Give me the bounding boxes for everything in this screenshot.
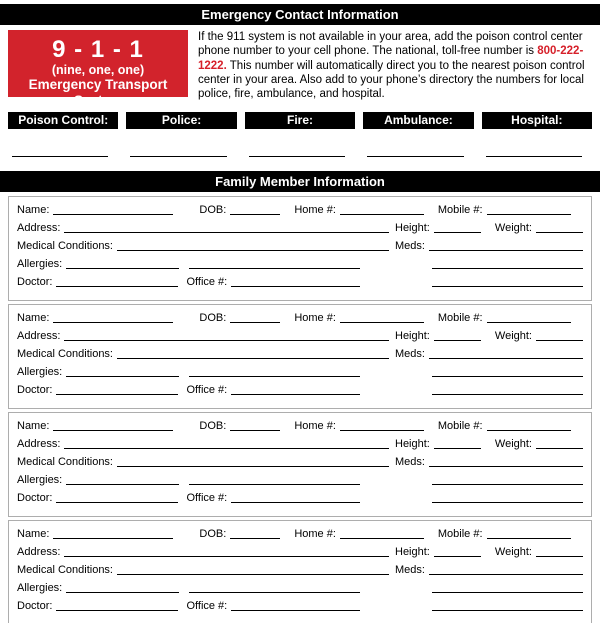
home-phone-line bbox=[340, 430, 424, 431]
medical-conditions-label: Medical Conditions: bbox=[17, 348, 113, 361]
office-phone-line bbox=[231, 286, 360, 287]
allergies-continuation-line bbox=[189, 592, 360, 593]
contact-label-poison-control: Poison Control: bbox=[8, 112, 118, 129]
address-label: Address: bbox=[17, 222, 61, 235]
doctor-line bbox=[56, 394, 178, 395]
height-label: Height: bbox=[395, 330, 430, 343]
meds-continuation-line bbox=[432, 484, 583, 485]
allergies-line bbox=[66, 592, 179, 593]
emergency-info-section bbox=[8, 30, 592, 108]
allergies-label: Allergies: bbox=[17, 474, 63, 487]
home-phone-line bbox=[340, 322, 424, 323]
meds-continuation-line bbox=[432, 376, 583, 377]
fire-answer-line bbox=[249, 149, 345, 157]
name-label: Name: bbox=[17, 204, 50, 217]
contact-label-bars bbox=[8, 112, 592, 129]
doctor-line bbox=[56, 502, 178, 503]
family-member-block bbox=[8, 412, 592, 517]
contact-answer-lines bbox=[8, 149, 592, 157]
badge-number: 9 - 1 - 1 bbox=[52, 36, 144, 63]
allergies-continuation-line bbox=[189, 376, 360, 377]
home-phone-label: Home #: bbox=[294, 528, 336, 541]
allergies-line bbox=[66, 268, 179, 269]
height-line bbox=[434, 556, 481, 557]
contact-label-hospital: Hospital: bbox=[482, 112, 592, 129]
weight-label: Weight: bbox=[494, 546, 532, 559]
mobile-phone-label: Mobile #: bbox=[437, 420, 483, 433]
contact-label-fire: Fire: bbox=[245, 112, 355, 129]
office-phone-line bbox=[231, 610, 360, 611]
height-line bbox=[434, 232, 481, 233]
meds-continuation-line-2 bbox=[432, 502, 583, 503]
allergies-label: Allergies: bbox=[17, 366, 63, 379]
meds-continuation-line bbox=[432, 592, 583, 593]
family-member-block bbox=[8, 520, 592, 623]
info-paragraph bbox=[198, 30, 592, 101]
dob-label: DOB: bbox=[199, 420, 227, 433]
doctor-label: Doctor: bbox=[17, 600, 53, 613]
dob-line bbox=[230, 322, 280, 323]
address-label: Address: bbox=[17, 330, 61, 343]
doctor-label: Doctor: bbox=[17, 492, 53, 505]
weight-line bbox=[536, 232, 583, 233]
meds-continuation-line-2 bbox=[432, 286, 583, 287]
mobile-phone-label: Mobile #: bbox=[437, 204, 483, 217]
weight-label: Weight: bbox=[494, 330, 532, 343]
meds-continuation-line-2 bbox=[432, 394, 583, 395]
dob-label: DOB: bbox=[199, 528, 227, 541]
weight-line bbox=[536, 340, 583, 341]
name-line bbox=[53, 430, 173, 431]
home-phone-line bbox=[340, 214, 424, 215]
medical-conditions-label: Medical Conditions: bbox=[17, 564, 113, 577]
doctor-label: Doctor: bbox=[17, 276, 53, 289]
name-label: Name: bbox=[17, 528, 50, 541]
paragraph-before: If the 911 system is not available in your area, add the poison control center phone number to your cell phone. The national, toll-free number is bbox=[198, 31, 583, 58]
height-line bbox=[434, 448, 481, 449]
mobile-phone-line bbox=[487, 214, 571, 215]
office-phone-label: Office #: bbox=[186, 384, 228, 397]
allergies-line bbox=[66, 484, 179, 485]
meds-label: Meds: bbox=[395, 564, 425, 577]
meds-continuation-line bbox=[432, 268, 583, 269]
medical-conditions-line bbox=[117, 466, 389, 467]
address-line bbox=[64, 556, 389, 557]
address-label: Address: bbox=[17, 438, 61, 451]
mobile-phone-line bbox=[487, 538, 571, 539]
medical-conditions-line bbox=[117, 250, 389, 251]
meds-line bbox=[429, 466, 583, 467]
office-phone-line bbox=[231, 394, 360, 395]
emergency-section-header: Emergency Contact Information bbox=[0, 4, 600, 25]
family-member-block bbox=[8, 196, 592, 301]
mobile-phone-label: Mobile #: bbox=[437, 312, 483, 325]
police-answer-line bbox=[130, 149, 226, 157]
meds-label: Meds: bbox=[395, 456, 425, 469]
medical-conditions-label: Medical Conditions: bbox=[17, 456, 113, 469]
meds-continuation-line-2 bbox=[432, 610, 583, 611]
poison-control-answer-line bbox=[12, 149, 108, 157]
address-line bbox=[64, 340, 389, 341]
office-phone-label: Office #: bbox=[186, 492, 228, 505]
allergies-label: Allergies: bbox=[17, 258, 63, 271]
dob-line bbox=[230, 430, 280, 431]
meds-label: Meds: bbox=[395, 240, 425, 253]
name-label: Name: bbox=[17, 312, 50, 325]
badge-words: (nine, one, one) bbox=[51, 63, 145, 77]
address-label: Address: bbox=[17, 546, 61, 559]
dob-label: DOB: bbox=[199, 204, 227, 217]
name-line bbox=[53, 538, 173, 539]
meds-line bbox=[429, 250, 583, 251]
weight-label: Weight: bbox=[494, 438, 532, 451]
home-phone-label: Home #: bbox=[294, 312, 336, 325]
ambulance-answer-line bbox=[367, 149, 463, 157]
height-line bbox=[434, 340, 481, 341]
medical-conditions-label: Medical Conditions: bbox=[17, 240, 113, 253]
meds-line bbox=[429, 358, 583, 359]
meds-line bbox=[429, 574, 583, 575]
allergies-label: Allergies: bbox=[17, 582, 63, 595]
contact-label-ambulance: Ambulance: bbox=[363, 112, 473, 129]
doctor-label: Doctor: bbox=[17, 384, 53, 397]
home-phone-label: Home #: bbox=[294, 420, 336, 433]
mobile-phone-label: Mobile #: bbox=[437, 528, 483, 541]
weight-label: Weight: bbox=[494, 222, 532, 235]
address-line bbox=[64, 448, 389, 449]
medical-conditions-line bbox=[117, 574, 389, 575]
height-label: Height: bbox=[395, 222, 430, 235]
doctor-line bbox=[56, 286, 178, 287]
name-line bbox=[53, 322, 173, 323]
allergies-continuation-line bbox=[189, 268, 360, 269]
dob-line bbox=[230, 538, 280, 539]
mobile-phone-line bbox=[487, 322, 571, 323]
dob-label: DOB: bbox=[199, 312, 227, 325]
mobile-phone-line bbox=[487, 430, 571, 431]
allergies-continuation-line bbox=[189, 484, 360, 485]
weight-line bbox=[536, 448, 583, 449]
paragraph-after: This number will automatically direct you to the nearest poison control center in your area. Also add to your phone’s directory the numbers for local police, fire, ambulance, and hospital. bbox=[198, 59, 585, 101]
address-line bbox=[64, 232, 389, 233]
911-badge bbox=[8, 30, 188, 108]
office-phone-label: Office #: bbox=[186, 276, 228, 289]
family-section-header: Family Member Information bbox=[0, 171, 600, 192]
home-phone-line bbox=[340, 538, 424, 539]
allergies-line bbox=[66, 376, 179, 377]
meds-label: Meds: bbox=[395, 348, 425, 361]
family-member-block bbox=[8, 304, 592, 409]
office-phone-label: Office #: bbox=[186, 600, 228, 613]
height-label: Height: bbox=[395, 546, 430, 559]
contact-label-police: Police: bbox=[126, 112, 236, 129]
height-label: Height: bbox=[395, 438, 430, 451]
family-member-blocks bbox=[8, 196, 592, 623]
name-line bbox=[53, 214, 173, 215]
weight-line bbox=[536, 556, 583, 557]
poison-control-phone-number: 800-222-1222. bbox=[198, 45, 584, 72]
office-phone-line bbox=[231, 502, 360, 503]
home-phone-label: Home #: bbox=[294, 204, 336, 217]
name-label: Name: bbox=[17, 420, 50, 433]
medical-conditions-line bbox=[117, 358, 389, 359]
badge-system: Emergency Transport System bbox=[28, 77, 168, 108]
dob-line bbox=[230, 214, 280, 215]
hospital-answer-line bbox=[486, 149, 582, 157]
doctor-line bbox=[56, 610, 178, 611]
